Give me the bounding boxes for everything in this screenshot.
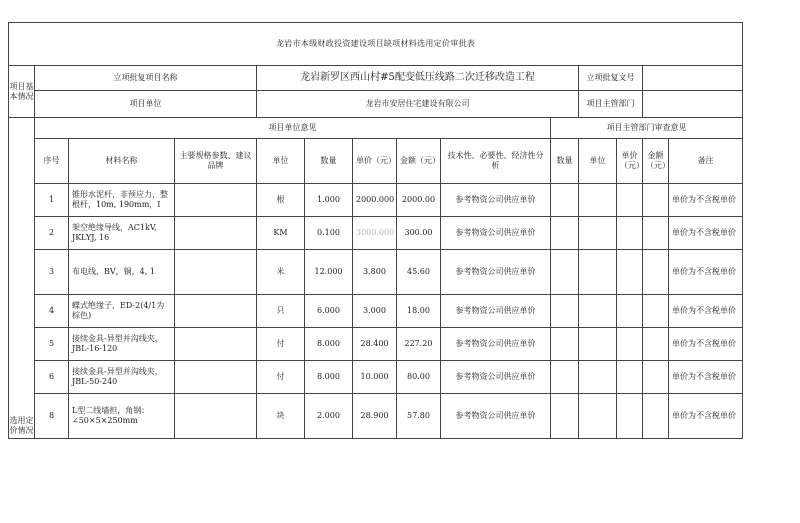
authority-value (643, 91, 743, 118)
form-title: 龙岩市本级财政投资建设项目缺项材料选用定价审批表 (9, 23, 743, 66)
row-qty: 8.000 (305, 328, 353, 361)
row-remark: 单价为不含税单价 (669, 250, 743, 295)
row-authority-unit (579, 184, 617, 217)
table-row (9, 295, 743, 328)
row-price: 2000.000 (353, 184, 397, 217)
header-authority-price: 单价（元） (617, 139, 643, 184)
row-amount: 227.20 (397, 328, 441, 361)
table-row (9, 184, 743, 217)
header-qty: 数量 (305, 139, 353, 184)
table-row (9, 217, 743, 250)
row-authority-amount (643, 295, 669, 328)
row-price: 3000.000 (353, 217, 397, 250)
row-unit: 米 (257, 250, 305, 295)
row-analysis: 参考物资公司供应单价 (441, 394, 551, 439)
header-amount: 金额（元） (397, 139, 441, 184)
header-material: 材料名称 (69, 139, 175, 184)
row-analysis: 参考物资公司供应单价 (441, 184, 551, 217)
row-unit: KM (257, 217, 305, 250)
row-qty: 2.000 (305, 394, 353, 439)
row-authority-amount (643, 394, 669, 439)
row-price: 28.900 (353, 394, 397, 439)
approval-form-table (8, 22, 743, 439)
row-authority-amount (643, 184, 669, 217)
row-qty: 6.000 (305, 295, 353, 328)
header-price: 单价（元） (353, 139, 397, 184)
row-spec (175, 361, 257, 394)
row-spec (175, 217, 257, 250)
unit-opinion-header: 项目单位意见 (35, 118, 551, 139)
row-price: 28.400 (353, 328, 397, 361)
row-qty: 8.000 (305, 361, 353, 394)
row-material: 布电线，BV，铜，4, 1 (69, 250, 175, 295)
row-unit: 付 (257, 328, 305, 361)
table-row (9, 250, 743, 295)
row-amount: 2000.00 (397, 184, 441, 217)
row-authority-unit (579, 394, 617, 439)
row-material: 架空绝缘导线，AC1kV, JKLYJ, 16 (69, 217, 175, 250)
row-authority-amount (643, 250, 669, 295)
table-row (9, 328, 743, 361)
row-unit: 付 (257, 361, 305, 394)
row-material: L型二线墙担，角钢：∠50×5×250mm (69, 394, 175, 439)
row-authority-unit (579, 250, 617, 295)
row-seq: 6 (35, 361, 69, 394)
row-spec (175, 328, 257, 361)
row-analysis: 参考物资公司供应单价 (441, 295, 551, 328)
row-analysis: 参考物资公司供应单价 (441, 328, 551, 361)
row-authority-qty (551, 250, 579, 295)
project-name-value: 龙岩新罗区西山村#5配变低压线路二次迁移改造工程 (257, 66, 579, 91)
row-amount: 80.00 (397, 361, 441, 394)
authority-opinion-header: 项目主管部门审查意见 (551, 118, 743, 139)
row-unit: 只 (257, 295, 305, 328)
row-authority-amount (643, 328, 669, 361)
row-authority-price (617, 184, 643, 217)
header-authority-unit: 单位 (579, 139, 617, 184)
header-authority-qty: 数量 (551, 139, 579, 184)
row-qty: 1.000 (305, 184, 353, 217)
row-authority-qty (551, 295, 579, 328)
row-spec (175, 184, 257, 217)
authority-label: 项目主管部门 (579, 91, 643, 118)
header-analysis: 技术性、必要性、经济性分析 (441, 139, 551, 184)
row-authority-qty (551, 184, 579, 217)
row-qty: 12.000 (305, 250, 353, 295)
basic-info-side-label: 项目基本情况 (9, 66, 35, 118)
row-unit: 块 (257, 394, 305, 439)
header-authority-amount: 金额（元） (643, 139, 669, 184)
row-seq: 1 (35, 184, 69, 217)
row-amount: 57.80 (397, 394, 441, 439)
row-remark: 单价为不含税单价 (669, 217, 743, 250)
row-authority-price (617, 295, 643, 328)
row-price: 10.000 (353, 361, 397, 394)
unit-label: 项目单位 (35, 91, 257, 118)
row-unit: 根 (257, 184, 305, 217)
row-amount: 18.00 (397, 295, 441, 328)
row-remark: 单价为不含税单价 (669, 328, 743, 361)
approval-doc-value (643, 66, 743, 91)
row-price: 3.800 (353, 250, 397, 295)
row-authority-amount (643, 361, 669, 394)
header-remark: 备注 (669, 139, 743, 184)
header-spec: 主要规格参数、建议品牌 (175, 139, 257, 184)
table-row (9, 394, 743, 439)
row-material: 锥形水泥杆，非预应力，整根杆，10m, 190mm，I (69, 184, 175, 217)
row-remark: 单价为不含税单价 (669, 394, 743, 439)
row-amount: 300.00 (397, 217, 441, 250)
row-authority-price (617, 394, 643, 439)
row-seq: 4 (35, 295, 69, 328)
row-authority-price (617, 250, 643, 295)
row-remark: 单价为不含税单价 (669, 361, 743, 394)
row-seq: 8 (35, 394, 69, 439)
row-amount: 45.60 (397, 250, 441, 295)
row-analysis: 参考物资公司供应单价 (441, 361, 551, 394)
row-authority-unit (579, 295, 617, 328)
row-spec (175, 295, 257, 328)
row-authority-qty (551, 217, 579, 250)
row-authority-price (617, 328, 643, 361)
row-qty: 0.100 (305, 217, 353, 250)
row-authority-unit (579, 217, 617, 250)
row-price: 3.000 (353, 295, 397, 328)
header-unit: 单位 (257, 139, 305, 184)
table-row (9, 361, 743, 394)
unit-name-value: 龙岩市安居住宅建设有限公司 (257, 91, 579, 118)
approval-doc-label: 立项批复文号 (579, 66, 643, 91)
row-analysis: 参考物资公司供应单价 (441, 250, 551, 295)
row-remark: 单价为不含税单价 (669, 184, 743, 217)
row-seq: 3 (35, 250, 69, 295)
row-authority-unit (579, 328, 617, 361)
row-authority-amount (643, 217, 669, 250)
row-remark: 单价为不含税单价 (669, 295, 743, 328)
row-spec (175, 394, 257, 439)
header-seq: 序号 (35, 139, 69, 184)
row-material: 接续金具-异型并沟线夹，JBL-50-240 (69, 361, 175, 394)
project-name-label: 立项批复项目名称 (35, 66, 257, 91)
row-authority-price (617, 217, 643, 250)
pricing-side-label: 选用定价情况 (9, 118, 35, 439)
row-authority-qty (551, 328, 579, 361)
row-authority-qty (551, 394, 579, 439)
row-spec (175, 250, 257, 295)
row-material: 接续金具-异型并沟线夹，JBL-16-120 (69, 328, 175, 361)
row-authority-price (617, 361, 643, 394)
row-authority-qty (551, 361, 579, 394)
row-material: 蝶式绝缘子，ED-2(4/1为棕色) (69, 295, 175, 328)
row-authority-unit (579, 361, 617, 394)
row-seq: 2 (35, 217, 69, 250)
row-analysis: 参考物资公司供应单价 (441, 217, 551, 250)
row-seq: 5 (35, 328, 69, 361)
